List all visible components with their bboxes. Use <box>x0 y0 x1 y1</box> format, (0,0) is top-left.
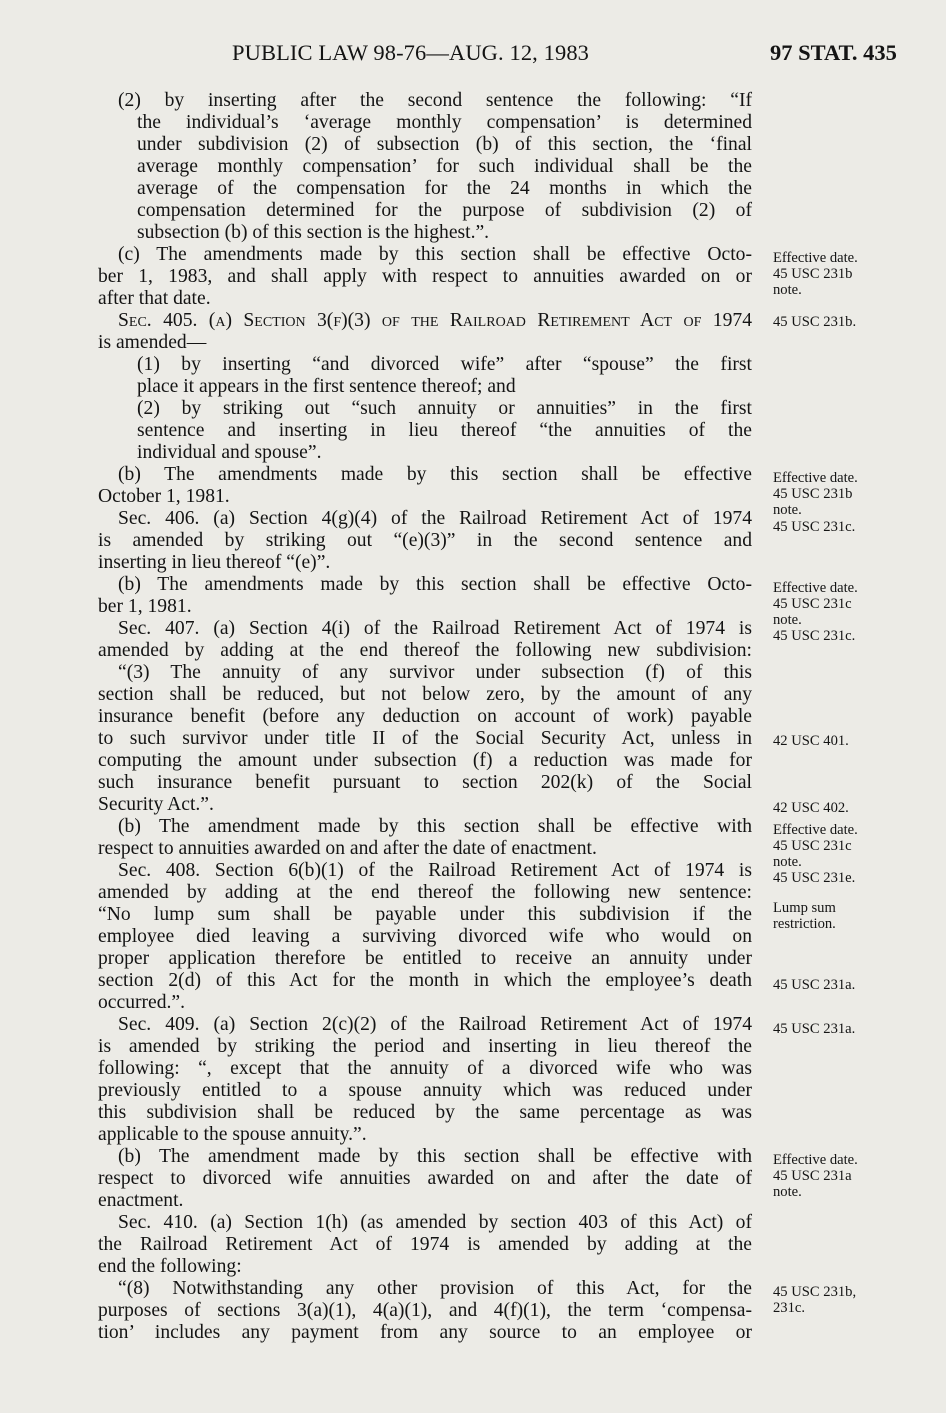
body-line: place it appears in the first sentence thereof; and <box>137 376 516 397</box>
margin-note: note. <box>773 1184 802 1200</box>
margin-note: note. <box>773 854 802 870</box>
body-line: proper application therefore be entitled to receive an annuity under <box>98 948 752 969</box>
section-408-line: Sec. 408. Section 6(b)(1) of the Railroad Retirement Act of 1974 is <box>118 860 752 881</box>
body-line: applicable to the spouse annuity.”. <box>98 1124 367 1145</box>
body-line: section 2(d) of this Act for the month in which the employee’s death <box>98 970 752 991</box>
body-line: ber 1, 1981. <box>98 596 192 617</box>
body-line: compensation determined for the purpose of subdivision (2) of <box>137 200 752 221</box>
body-line: to such survivor under title II of the Social Security Act, unless in <box>98 728 752 749</box>
body-line: after that date. <box>98 288 211 309</box>
body-line: amended by adding at the end thereof the following new subdivision: <box>98 640 752 661</box>
margin-note: 45 USC 231a <box>773 1168 852 1184</box>
body-line: following: “, except that the annuity of a divorced wife who was <box>98 1058 752 1079</box>
body-line: tion’ includes any payment from any source to an employee or <box>98 1322 752 1343</box>
margin-note: 45 USC 231c <box>773 838 852 854</box>
body-line: October 1, 1981. <box>98 486 230 507</box>
margin-note: Effective date. <box>773 580 858 596</box>
margin-note: 45 USC 231b <box>773 486 853 502</box>
body-line: “(8) Notwithstanding any other provision of this Act, for the <box>118 1278 752 1299</box>
body-line: average of the compensation for the 24 months in which the <box>137 178 752 199</box>
margin-note: 45 USC 231e. <box>773 870 856 886</box>
margin-note: 42 USC 401. <box>773 733 849 749</box>
margin-note: 45 USC 231a. <box>773 1021 856 1037</box>
margin-note: 45 USC 231a. <box>773 977 856 993</box>
margin-note: Effective date. <box>773 1152 858 1168</box>
section-409-line: Sec. 409. (a) Section 2(c)(2) of the Railroad Retirement Act of 1974 <box>118 1014 752 1035</box>
body-line: (2) by striking out “such annuity or annuities” in the first <box>137 398 752 419</box>
margin-note: Lump sum <box>773 900 836 916</box>
body-line: under subdivision (2) of subsection (b) of this section, the ‘final <box>137 134 752 155</box>
body-line: such insurance benefit pursuant to section 202(k) of the Social <box>98 772 752 793</box>
body-line: is amended by striking out “(e)(3)” in the second sentence and <box>98 530 752 551</box>
body-line: is amended by striking the period and inserting in lieu thereof the <box>98 1036 752 1057</box>
margin-note: 45 USC 231b <box>773 266 853 282</box>
body-line: average monthly compensation’ for such individual shall be the <box>137 156 752 177</box>
margin-note: 45 USC 231c. <box>773 628 856 644</box>
margin-note: 231c. <box>773 1300 806 1316</box>
running-header-title: PUBLIC LAW 98-76—AUG. 12, 1983 <box>232 40 590 65</box>
body-line: “(3) The annuity of any survivor under subsection (f) of this <box>118 662 752 683</box>
margin-note: Effective date. <box>773 822 858 838</box>
body-line: “No lump sum shall be payable under this subdivision if the <box>98 904 752 925</box>
body-line: amended by adding at the end thereof the following new sentence: <box>98 882 752 903</box>
section-406-line: Sec. 406. (a) Section 4(g)(4) of the Railroad Retirement Act of 1974 <box>118 508 752 529</box>
section-410-line: Sec. 410. (a) Section 1(h) (as amended by section 403 of this Act) of <box>118 1212 752 1233</box>
body-line: inserting in lieu thereof “(e)”. <box>98 552 331 573</box>
body-line: section shall be reduced, but not below zero, by the amount of any <box>98 684 752 705</box>
body-line: (b) The amendments made by this section shall be effective Octo- <box>118 574 752 595</box>
body-line: the Railroad Retirement Act of 1974 is amended by adding at the <box>98 1234 752 1255</box>
body-line: subsection (b) of this section is the highest.”. <box>137 222 490 243</box>
margin-note: 45 USC 231b, <box>773 1284 857 1300</box>
margin-note: note. <box>773 502 802 518</box>
body-line: occurred.”. <box>98 992 186 1013</box>
margin-note: 45 USC 231c <box>773 596 852 612</box>
body-line: insurance benefit (before any deduction on account of work) payable <box>98 706 752 727</box>
body-line: Security Act.”. <box>98 794 214 815</box>
body-line: (b) The amendment made by this section shall be effective with <box>118 1146 752 1167</box>
body-line: enactment. <box>98 1190 184 1211</box>
body-line: respect to annuities awarded on and after the date of enactment. <box>98 838 597 859</box>
margin-note: Effective date. <box>773 470 858 486</box>
body-line: this subdivision shall be reduced by the same percentage as was <box>98 1102 752 1123</box>
margin-note: note. <box>773 612 802 628</box>
body-line: the individual’s ‘average monthly compensation’ is determined <box>137 112 752 133</box>
body-line: individual and spouse”. <box>137 442 322 463</box>
body-line: (b) The amendment made by this section shall be effective with <box>118 816 752 837</box>
margin-note: note. <box>773 282 802 298</box>
margin-note: Effective date. <box>773 250 858 266</box>
body-line: (2) by inserting after the second sentence the following: “If <box>118 90 752 111</box>
body-line: previously entitled to a spouse annuity which was reduced under <box>98 1080 752 1101</box>
body-line: (b) The amendments made by this section shall be effective <box>118 464 752 485</box>
body-line: purposes of sections 3(a)(1), 4(a)(1), and 4(f)(1), the term ‘compensa- <box>98 1300 752 1321</box>
section-407-line: Sec. 407. (a) Section 4(i) of the Railroad Retirement Act of 1974 is <box>118 618 752 639</box>
body-line: employee died leaving a surviving divorced wife who would on <box>98 926 752 947</box>
margin-note: 42 USC 402. <box>773 800 849 816</box>
body-line: (1) by inserting “and divorced wife” after “spouse” the first <box>137 354 752 375</box>
body-line: respect to divorced wife annuities awarded on and after the date of <box>98 1168 752 1189</box>
body-line: ber 1, 1983, and shall apply with respect to annuities awarded on or <box>98 266 752 287</box>
section-405-line: Sec. 405. (a) Section 3(f)(3) of the Railroad Retirement Act of 1974 <box>118 310 752 331</box>
body-line: (c) The amendments made by this section shall be effective Octo- <box>118 244 752 265</box>
margin-note: 45 USC 231c. <box>773 519 856 535</box>
statute-page-reference: 97 STAT. 435 <box>770 40 897 65</box>
margin-note: 45 USC 231b. <box>773 314 857 330</box>
body-line: is amended— <box>98 332 207 353</box>
body-line: end the following: <box>98 1256 242 1277</box>
body-line: sentence and inserting in lieu thereof “the annuities of the <box>137 420 752 441</box>
body-line: computing the amount under subsection (f) a reduction was made for <box>98 750 752 771</box>
margin-note: restriction. <box>773 916 836 932</box>
